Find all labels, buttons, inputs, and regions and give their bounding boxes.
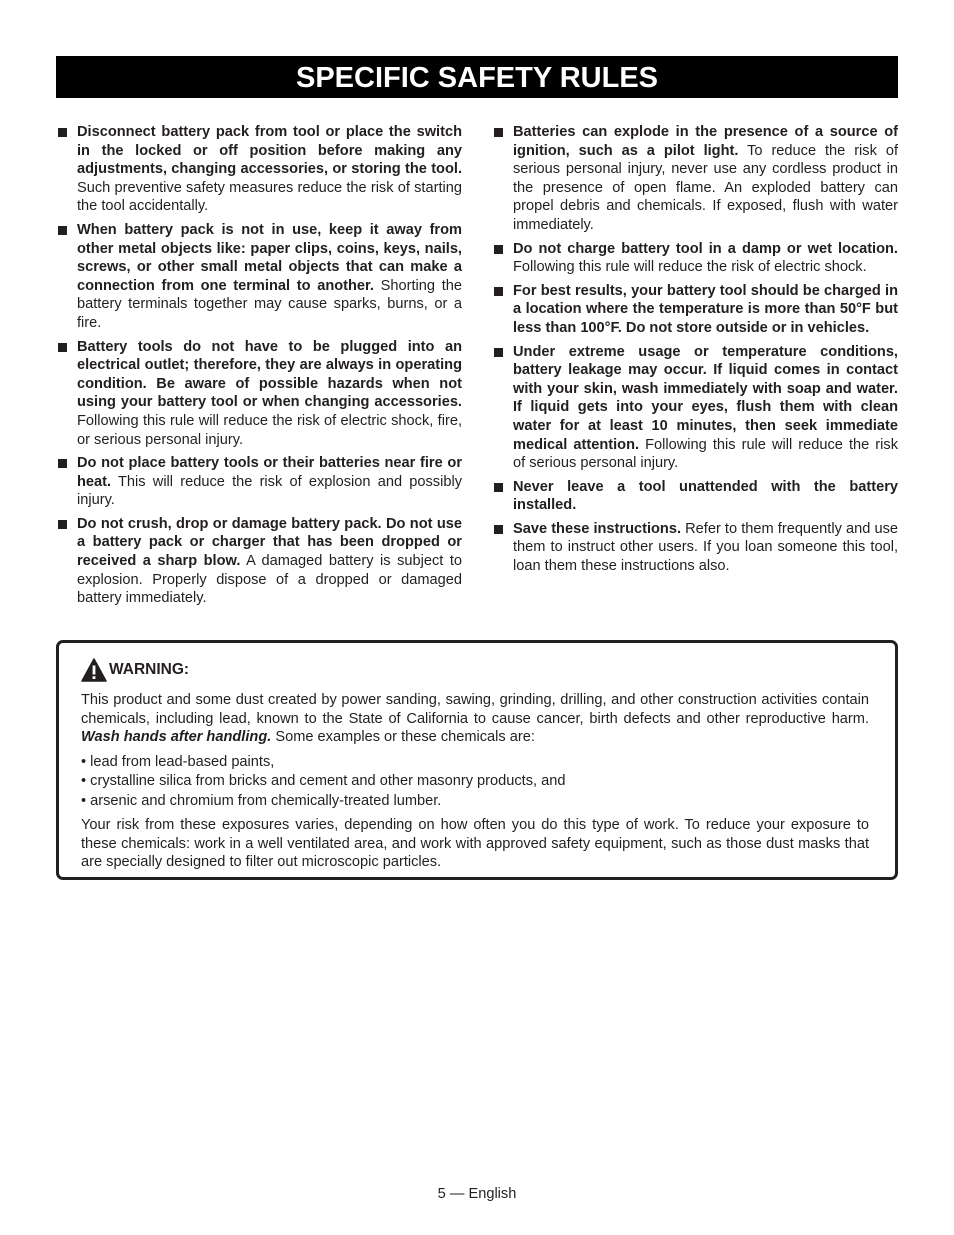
rule-text: Following this rule will reduce the risk of serious personal injury.: [513, 436, 898, 472]
rule-text: Such preventive safety measures reduce the risk of starting the tool accidentally.: [77, 179, 462, 215]
rule-bold-text: Save these instructions.: [513, 520, 682, 537]
list-item: • lead from lead-based paints,: [81, 753, 275, 770]
page-footer: 5 — English: [437, 1186, 517, 1202]
rule-text: Shorting the battery terminals together may cause sparks, burns, or a fire.: [77, 277, 462, 331]
rule-item: [492, 520, 898, 576]
square-bullet-icon: [58, 226, 67, 235]
rule-bold-text: Do not charge battery tool in a damp or wet location.: [513, 240, 898, 257]
rule-bold-text: Do not crush, drop or damage battery pack. Do not use a battery pack or charger that has been dropped or received a sharp blow.: [77, 515, 462, 570]
rule-text: Following this rule will reduce the risk of electric shock, fire, or serious personal injury.: [77, 412, 462, 448]
rule-bold-text: Under extreme usage or temperature conditions, battery leakage may occur. If liquid comes in contact with your skin, wash immediately with soap and water. If liquid gets into your eyes, flush them with clean water for at least 10 minutes, then seek immediate medical attention.: [513, 343, 898, 453]
warning-paragraph-2: Your risk from these exposures varies, depending on how often you do this type of work. To reduce your exposure to these chemicals: work in a well ventilated area, and work with approved safety equipment, such as those dust masks that are specially designed to filter out microscopic particles.: [81, 817, 869, 871]
rule-bold-text: Battery tools do not have to be plugged into an electrical outlet; therefore, they are always in operating condition. Be aware of possible hazards when not using your battery tool or when changing accessories.: [77, 338, 462, 411]
warning-paragraph: [81, 691, 869, 747]
rule-item: [492, 478, 898, 515]
rule-text: This will reduce the risk of explosion and possibly injury.: [77, 473, 462, 509]
square-bullet-icon: [494, 128, 503, 137]
right-rules-column: [492, 123, 898, 581]
rule-bold-text: For best results, your battery tool should be charged in a location where the temperature is more than 50°F but less than 100°F. Do not store outside or in vehicles.: [513, 282, 898, 336]
rule-item: [492, 123, 898, 235]
square-bullet-icon: [58, 520, 67, 529]
list-item: • arsenic and chromium from chemically-treated lumber.: [81, 792, 442, 809]
rule-text: To reduce the risk of serious personal injury, never use any cordless product in the presence of open flame. An exploded battery can propel debris and chemicals. If exposed, flush with water immediately.: [513, 142, 898, 233]
square-bullet-icon: [58, 343, 67, 352]
warning-text-end: Some examples or these chemicals are:: [271, 729, 535, 746]
chemical-list: [81, 753, 869, 812]
rule-item: [56, 338, 462, 450]
rule-text: Refer to them frequently and use them to instruct other users. If you loan someone this tool, loan them these instructions also.: [513, 520, 898, 575]
rule-item: [492, 343, 898, 473]
left-rules-column: [56, 123, 462, 613]
square-bullet-icon: [494, 287, 503, 296]
warning-header: [81, 657, 869, 683]
square-bullet-icon: [58, 459, 67, 468]
square-bullet-icon: [58, 128, 67, 137]
page-title: SPECIFIC SAFETY RULES: [56, 56, 898, 98]
rule-bold-text: When battery pack is not in use, keep it away from other metal objects like: paper clips, coins, keys, nails, screws, or other small metal objects that can make a connection from one terminal to another.: [77, 221, 462, 294]
rule-item: [56, 123, 462, 216]
warning-triangle-icon: [81, 658, 107, 682]
square-bullet-icon: [494, 348, 503, 357]
rule-item: [492, 240, 898, 277]
rule-text: A damaged battery is subject to explosion. Properly dispose of a dropped or damaged battery immediately.: [77, 553, 462, 607]
rule-bold-text: Do not place battery tools or their batteries near fire or heat.: [77, 455, 462, 490]
warning-label: WARNING:: [109, 661, 190, 678]
square-bullet-icon: [494, 525, 503, 534]
warning-text: This product and some dust created by power sanding, sawing, grinding, drilling, and other construction activities contain chemicals, including lead, known to the State of California to cause cancer, birth defects and other reproductive harm.: [81, 692, 869, 727]
rule-item: [56, 515, 462, 608]
rule-bold-text: Disconnect battery pack from tool or place the switch in the locked or off position before making any adjustments, changing accessories, or storing the tool.: [77, 124, 462, 178]
rule-bold-text: Batteries can explode in the presence of a source of ignition, such as a pilot light.: [513, 124, 898, 159]
rule-item: [56, 221, 462, 333]
list-item: • crystalline silica from bricks and cement and other masonry products, and: [81, 773, 566, 790]
warning-emphasis: Wash hands after handling.: [81, 729, 272, 746]
square-bullet-icon: [494, 483, 503, 492]
rule-bold-text: Never leave a tool unattended with the battery installed.: [513, 478, 898, 514]
square-bullet-icon: [494, 245, 503, 254]
rule-item: [56, 454, 462, 510]
rule-text: Following this rule will reduce the risk of electric shock.: [513, 259, 867, 276]
rule-item: [492, 282, 898, 338]
warning-box: [56, 640, 898, 880]
